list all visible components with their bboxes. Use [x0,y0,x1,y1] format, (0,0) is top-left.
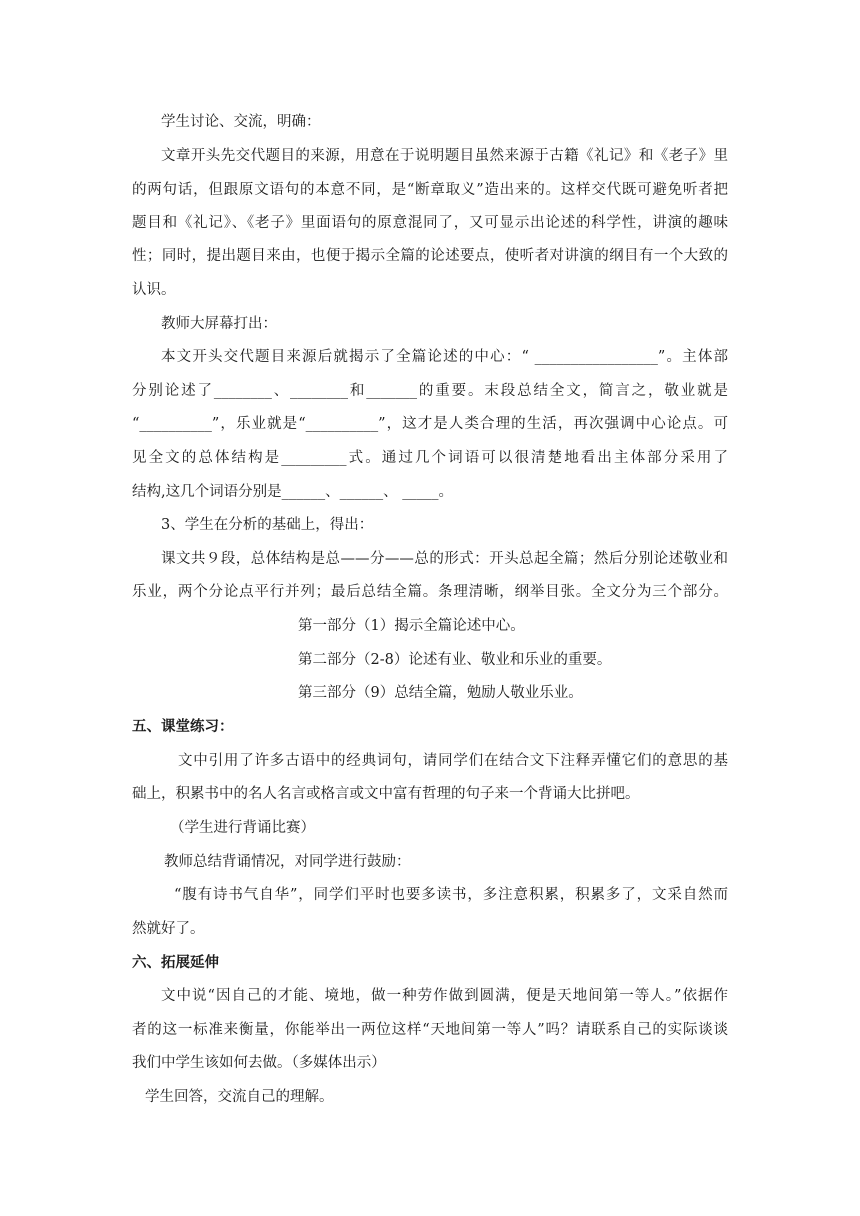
paragraph-line: 教师大屏幕打出： [161,316,277,332]
paragraph-line: 然就好了。 [132,921,205,937]
paragraph-line: 文中引用了许多古语中的经典词句，请同学们在结合文下注释弄懂它们的意思的基 [178,753,728,769]
paragraph-line: 文章开头先交代题目的来源，用意在于说明题目虽然来源于古籍《礼记》和《老子》里 [161,148,728,164]
paragraph-line: 学生讨论、交流，明确： [161,114,321,130]
paragraph-line: 分别论述了________、________和_______的重要。末段总结全文，简言之，敬业就是 [132,383,728,399]
paragraph-line: 3、学生在分析的基础上，得出： [161,517,374,533]
paragraph-line: 础上，积累书中的名人名言或格言或文中富有哲理的句子来一个背诵大比拼吧。 [132,786,640,802]
paragraph-line: 教师总结背诵情况，对同学进行鼓励： [164,854,411,870]
paragraph-line: 文中说“因自己的才能、境地，做一种劳作做到圆满，便是天地间第一等人。”依据作 [161,988,728,1004]
paragraph-line: “腹有诗书气自华”，同学们平时也要多读书，多注意积累，积累多了，文采自然而 [174,887,728,903]
paragraph-line: 本文开头交代题目来源后就揭示了全篇论述的中心：“ _________________”。主体部 [161,349,728,365]
paragraph-line: 乐业，两个分论点平行并列；最后总结全篇。条理清晰，纲举目张。全文分为三个部分。 [132,584,728,600]
paragraph-line: 课文共９段，总体结构是总——分——总的形式：开头总起全篇；然后分别论述敬业和 [161,551,728,567]
paragraph-line: 性；同时，提出题目来由，也便于揭示全篇的论述要点，使听者对讲演的纲目有一个大致的 [132,248,728,264]
paragraph-line: （学生进行背诵比赛） [170,820,315,836]
paragraph-line: 题目和《礼记》、《老子》里面语句的原意混同了，又可显示出论述的科学性，讲演的趣味 [132,215,728,231]
section-heading: 六、拓展延伸 [132,955,219,971]
paragraph-line: 结构,这几个词语分别是______、______、 _____。 [132,484,453,500]
paragraph-line: 认识。 [132,282,176,298]
paragraph-line: 见全文的总体结构是_________式。通过几个词语可以很清楚地看出主体部分采用了 [132,450,728,466]
section-heading: 五、课堂练习： [132,719,234,735]
paragraph-line: 的两句话，但跟原文语句的本意不同，是“断章取义”造出来的。这样交代既可避免听者把 [132,182,728,198]
paragraph-line: 学生回答，交流自己的理解。 [145,1089,334,1105]
paragraph-line: “__________”，乐业就是“__________”，这才是人类合理的生活，再次强调中心论点。可 [132,416,728,432]
outline-item: 第三部分（9）总结全篇，勉励人敬业乐业。 [298,685,583,701]
outline-item: 第一部分（1）揭示全篇论述中心。 [298,618,525,634]
outline-item: 第二部分（2-8）论述有业、敬业和乐业的重要。 [298,652,612,668]
paragraph-line: 我们中学生该如何去做。（多媒体出示） [132,1055,386,1071]
paragraph-line: 者的这一标准来衡量，你能举出一两位这样“天地间第一等人”吗？请联系自己的实际谈谈 [132,1022,728,1038]
